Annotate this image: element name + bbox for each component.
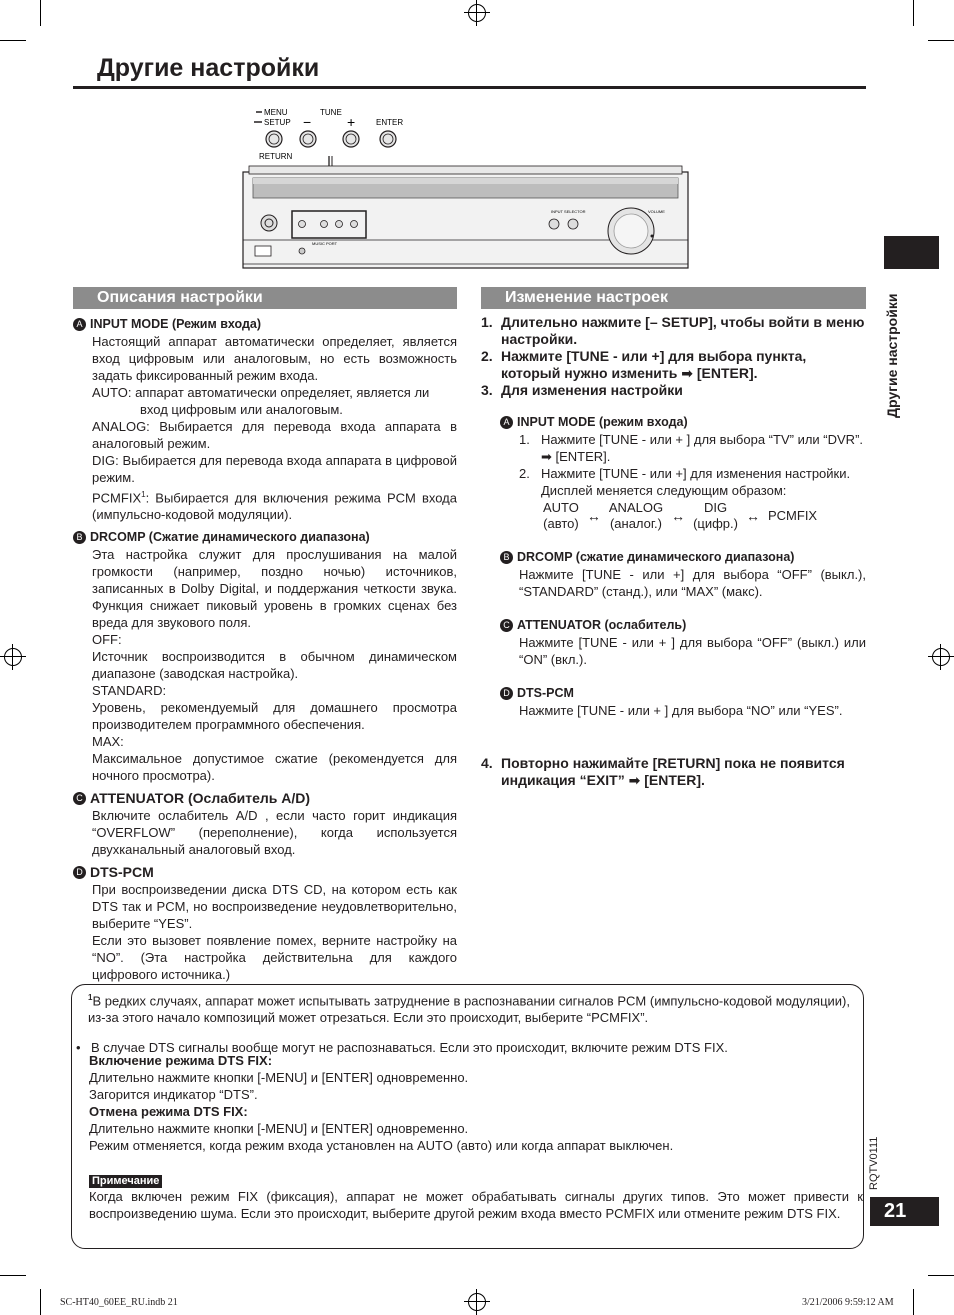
item-b-max-label: MAX:	[92, 734, 124, 750]
cycle-dig: DIG (цифр.)	[693, 500, 738, 531]
tune-plus-label: +	[347, 114, 356, 130]
menu-label: MENU	[264, 108, 288, 117]
item-b-title: DRCOMP (Сжатие динамического диапазона)	[90, 530, 370, 545]
crop-mark	[0, 40, 26, 41]
cycle-arrow-icon: ↔	[745, 508, 760, 524]
setup-button[interactable]	[266, 131, 282, 147]
cycle-arrow-icon: ↔	[671, 508, 686, 524]
item-a-title: INPUT MODE (Режим входа)	[90, 317, 262, 331]
badge-c: C	[500, 619, 513, 632]
change-d-text: Нажмите [TUNE - или + ] для выбора “NO” или “YES”.	[519, 703, 843, 718]
item-d-text1: При воспроизведении диска DTS CD, на котором есть как DTS так и PCM, но воспроизведение неудовлетворительно, выберите “YES”.	[92, 882, 457, 932]
side-tab-marker	[884, 236, 939, 269]
enter-button[interactable]	[380, 131, 396, 147]
tune-label: TUNE	[320, 108, 342, 117]
receiver-illustration	[240, 100, 695, 272]
registration-mark-icon	[4, 648, 22, 666]
change-b-heading	[500, 549, 866, 566]
step-2: 2. Нажмите [TUNE - или +] для выбора пункта, который нужно изменить ➡ [ENTER].	[481, 348, 807, 381]
badge-c: C	[73, 792, 86, 805]
title-rule	[73, 86, 866, 89]
badge-b: B	[73, 531, 86, 544]
item-b-heading	[73, 529, 457, 546]
crop-mark	[928, 1275, 954, 1276]
input-mode-cycle	[500, 500, 866, 532]
item-b-intro: Эта настройка служит для прослушивания на малой громкости (например, поздно ночью) источников, записанных в Dolby Digital, и поддержания четкости звука. Функция снижает пиковый уровень в громких сценах без вреда для звукового поля.	[92, 547, 457, 631]
enter-label: ENTER	[376, 118, 404, 127]
bullet-icon: •	[76, 1040, 81, 1055]
crop-mark	[40, 1289, 41, 1315]
change-a-body: 1. Нажмите [TUNE - или + ] для выбора “TV” или “DVR”. ➡ [ENTER]. 2. Нажмите [TUNE - или +] для изменения настройки. Дисплей меняется следующим образом:	[519, 432, 864, 498]
page-title: Другие настройки	[97, 54, 320, 82]
doc-code: RQTV0111	[868, 1136, 880, 1190]
footer-date: 3/21/2006 9:59:12 AM	[802, 1297, 894, 1308]
item-c-title: ATTENUATOR (Ослабитель A/D)	[90, 790, 311, 807]
item-b-off-label: OFF:	[92, 632, 122, 648]
item-c-heading	[73, 790, 457, 807]
crop-mark	[928, 40, 954, 41]
dts-bullet-text: В случае DTS сигналы вообще могут не распознаваться. Если это происходит, включите режим DTS FIX.	[91, 1040, 728, 1055]
crop-mark	[913, 0, 914, 26]
item-a-analog: ANALOG: Выбирается для перевода входа аппарата в аналоговый режим.	[92, 419, 457, 451]
badge-a: A	[73, 318, 86, 331]
item-b-std-text: Уровень, рекомендуемый для домашнего просмотра производителем программного обеспечения.	[92, 700, 457, 733]
cycle-pcmfix: PCMFIX	[767, 508, 818, 523]
badge-b: B	[500, 551, 513, 564]
tune-minus-label: −	[303, 114, 312, 130]
change-c-text: Нажмите [TUNE - или + ] для выбора “OFF” (выкл.) или “ON” (вкл.).	[519, 635, 866, 667]
tune-plus-button[interactable]	[343, 131, 359, 147]
step-4: 4. Повторно нажимайте [RETURN] пока не появится индикация “EXIT” ➡ [ENTER].	[481, 755, 845, 788]
input-selector-plus[interactable]	[568, 219, 578, 229]
input-selector-minus[interactable]	[549, 219, 559, 229]
dts-fix-on-1: Длительно нажмите кнопки [-MENU] и [ENTER] одновременно.	[89, 1070, 469, 1085]
badge-a: A	[500, 416, 513, 429]
crop-mark	[0, 1275, 26, 1276]
step-1: 1. Длительно нажмите [– SETUP], чтобы войти в меню настройки.	[481, 314, 865, 347]
dts-fix-on-2: Загорится индикатор “DTS”.	[89, 1087, 258, 1102]
item-d-text2: Если это вызовет появление помех, верните настройку на “NO”. (Эта настройка действительна для каждого цифрового источника.)	[92, 933, 457, 983]
dts-fix-off-title: Отмена режима DTS FIX:	[89, 1104, 248, 1119]
note-label: Примечание	[89, 1171, 162, 1188]
cycle-arrow-icon: ↔	[586, 508, 601, 524]
section-header-descriptions: Описания настройки	[73, 287, 457, 309]
change-b-title: DRCOMP (сжатие динамического диапазона)	[517, 550, 795, 564]
settings-descriptions	[73, 316, 457, 983]
setup-label: SETUP	[264, 118, 291, 127]
badge-d: D	[73, 866, 86, 879]
item-a-intro: Настоящий аппарат автоматически определяет, является вход цифровым или аналоговым, но есть возможность задать фиксированный режим входа.	[92, 334, 457, 383]
note-text: Когда включен режим FIX (фиксация), аппарат не может обрабатывать сигналы других типов. Это может привести к воспроизведению шума. Если это происходит, выберите другой режим входа вместо PCMFIX или отмените режим DTS FIX.	[89, 1189, 863, 1221]
cycle-analog: ANALOG (аналог.)	[608, 500, 664, 531]
change-b-text: Нажмите [TUNE - или +] для выбора “OFF” (выкл.), “STANDARD” (станд.), или “MAX” (макс).	[519, 567, 866, 599]
item-a-auto: AUTO: аппарат автоматически определяет, является ли вход цифровым или аналоговым.	[92, 385, 430, 417]
registration-mark-icon	[932, 648, 950, 666]
side-tab-label: Другие настройки	[884, 293, 900, 418]
item-d-title: DTS-PCM	[90, 864, 154, 881]
dts-fix-on-title: Включение режима DTS FIX:	[89, 1053, 273, 1068]
change-instructions	[500, 414, 866, 719]
power-button[interactable]	[261, 215, 277, 231]
change-c-title: ATTENUATOR (ослабитель)	[517, 618, 687, 632]
change-a-title: INPUT MODE (режим входа)	[517, 415, 688, 429]
footer-file: SC-HT40_60EE_RU.indb 21	[60, 1297, 178, 1308]
badge-d: D	[500, 687, 513, 700]
page-number: 21	[870, 1197, 939, 1226]
registration-mark-icon	[468, 1293, 486, 1311]
cycle-auto: AUTO (авто)	[543, 500, 579, 531]
crop-mark	[40, 0, 41, 26]
step-3: 3. Для изменения настройки	[481, 382, 683, 398]
item-c-text: Включите ослабитель A/D , если часто горит индикация “OVERFLOW” (переполнение), когда используется двухканальный аналоговый вход.	[92, 808, 457, 858]
registration-mark-icon	[468, 4, 486, 22]
steps-list	[481, 314, 866, 399]
item-a-pcmfix: PCMFIX$^1$: Выбирается для включения режима PCM входа (импульсно-кодовой модуляции).	[92, 490, 457, 523]
section-header-changing: Изменение настроек	[481, 287, 866, 309]
crop-mark	[913, 1289, 914, 1315]
change-c-heading	[500, 617, 866, 634]
item-b-std-label: STANDARD:	[92, 683, 167, 699]
input-selector-label: INPUT SELECTOR	[551, 209, 586, 214]
item-a-heading	[73, 316, 457, 333]
change-d-heading	[500, 685, 866, 702]
music-port-label: MUSIC PORT	[312, 241, 338, 246]
tune-minus-button[interactable]	[300, 131, 316, 147]
volume-label: VOLUME	[648, 209, 665, 214]
return-label: RETURN	[259, 152, 293, 161]
footnote: $^1$В редких случаях, аппарат может испытывать затруднение в распознавании сигналов PCM (импульсно-кодовой модуляции), из-за этого начало композиций может отрезаться. Если это происходит, выберите “PCMFIX”.	[88, 993, 850, 1026]
item-d-heading	[73, 864, 457, 881]
change-a-heading	[500, 414, 866, 431]
item-b-max-text: Максимальное допустимое сжатие (рекомендуется для ночного просмотра).	[92, 751, 457, 784]
notes-box	[71, 984, 864, 1249]
dts-fix-off-1: Длительно нажмите кнопки [-MENU] и [ENTER] одновременно.	[89, 1121, 469, 1136]
item-a-dig: DIG: Выбирается для перевода входа аппарата в цифровой режим.	[92, 453, 457, 485]
change-d-title: DTS-PCM	[517, 686, 574, 700]
item-b-off-text: Источник воспроизводится в обычном динамическом диапазоне (заводская настройка).	[92, 649, 457, 682]
dts-fix-off-2: Режим отменяется, когда режим входа установлен на AUTO (авто) или когда аппарат выключен.	[89, 1138, 674, 1153]
